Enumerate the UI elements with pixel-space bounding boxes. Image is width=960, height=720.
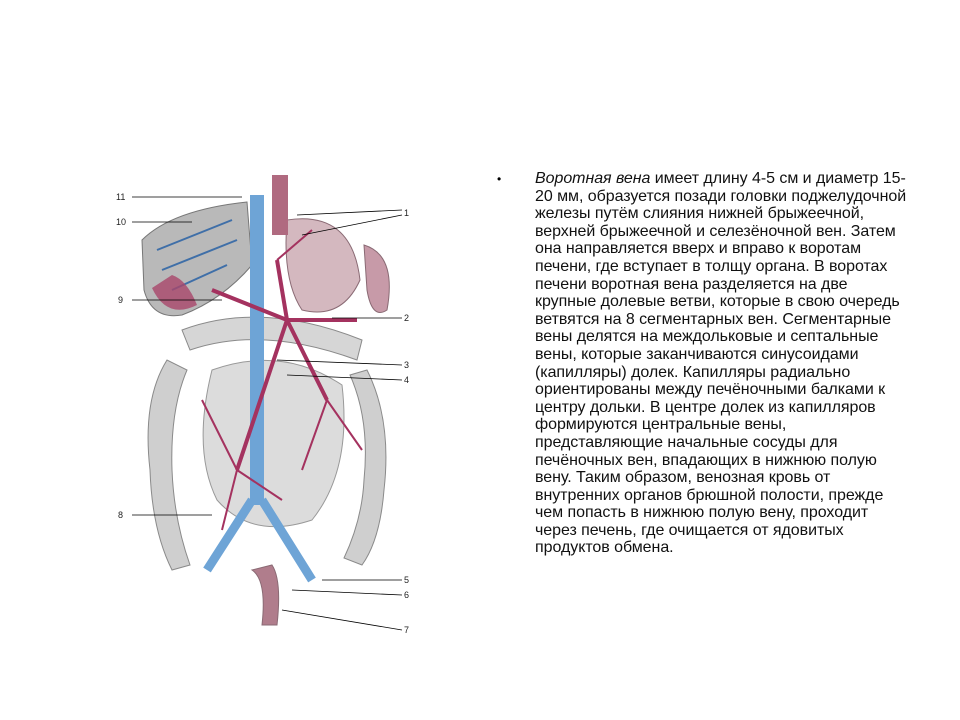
label-9: 9	[118, 295, 124, 305]
description-paragraph	[535, 170, 907, 557]
label-3: 3	[404, 360, 410, 370]
label-2: 2	[404, 313, 410, 323]
term-portal-vein: Воротная вена	[535, 170, 651, 187]
description-text-block	[497, 170, 907, 557]
anatomy-drawing	[112, 170, 422, 640]
bullet-marker: •	[497, 172, 502, 186]
label-5: 5	[404, 575, 410, 585]
label-1: 1	[404, 208, 410, 218]
label-10: 10	[116, 217, 127, 227]
label-11: 11	[116, 192, 126, 202]
label-6: 6	[404, 590, 410, 600]
label-7: 7	[404, 625, 410, 635]
colon-left	[344, 370, 386, 565]
colon-right	[148, 360, 190, 570]
stomach	[286, 219, 360, 312]
label-8: 8	[118, 510, 124, 520]
inferior-vena-cava	[250, 195, 264, 505]
colon-transverse	[182, 317, 362, 360]
rectum	[252, 565, 279, 625]
esophagus	[272, 175, 288, 235]
spleen	[364, 245, 389, 313]
portal-vein-illustration	[112, 170, 422, 640]
label-4: 4	[404, 375, 410, 385]
description-body: имеет длину 4-5 см и диаметр 15-20 мм, образуется позади головки поджелудочной железы путём слияния нижней брыжеечной, верхней брыжеечной и селезёночной вен. Затем она направляется вверх и вправо к воротам печени, где вступает в толщу органа. В воротах печени воротная вена разделяется на две крупные долевые ветви, которые в свою очередь ветвятся на 8 сегментарных вен. Сегментарные вены делятся на междольковые и септальные вены, которые заканчиваются синусоидами (капилляры) долек. Капилляры радиально ориентированы между печёночными балками к центру дольки. В центре долек из капилляров формируются центральные вены, представляющие начальные сосуды для печёночных вен, впадающих в нижнюю полую вену. Таким образом, венозная кровь от внутренних органов брюшной полости, прежде чем попасть в нижнюю полую вену, проходит через печень, где очищается от ядовитых продуктов обмена.	[535, 170, 907, 557]
